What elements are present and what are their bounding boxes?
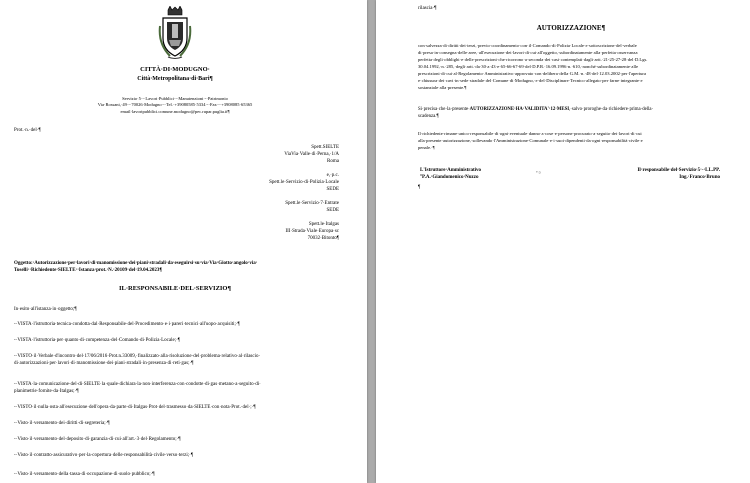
recipient-line: ViaVia·Valle·di·Perna,·1/A [284,152,339,157]
email-line: email·lavoripubblici.comune.modugno@pec.rupar.puglia.it¶ [120,109,230,114]
signature-left-name: °P.A.·Giandomenico·Nuzzo [420,175,479,180]
body-paragraph: In·esito·all'istanza·in·oggetto;¶ [14,307,77,312]
end-paragraph-mark: ¶ [418,185,421,190]
recipient-line: Spett.SIELTE [311,145,339,150]
rilascia-text: rilascia·¶ [418,6,437,11]
body-paragraph: -·Visto·il·versamento·del·deposito·di·garanzia·di·cui·all'art.·3·del·Regolamento;·¶ [14,437,181,442]
signature-right-title: Il·responsabile·del·Servizio·5·-·LL.PP. [637,168,720,173]
document-page-right [376,0,750,483]
paragraph-line: e·chiusura·dei·cavi·in·sede·stradale·del·Comune·di·Modugno,·e·del·Disciplinare·Tecnico·allegato·per·farne·integrante·e [418,78,643,83]
recipient-line: SEDE [326,208,339,213]
subject-line-2: Toselli··Richiedente·SIELTE··Istanza·prot.·N.·20109·del·19.04.2023¶ [14,268,163,273]
paragraph-line: sostanziale·alla·presente.¶ [418,85,467,90]
paragraph-line: prescrizioni·di·cui·al·Regolamento·Amministrativo·approvato·con·delibera·della·G.M.·n.·48·del·12.03.2002·per·l'apertura [418,71,647,76]
responsabile-heading: IL·RESPONSABILE·DEL·SERVIZIO¶ [118,285,231,292]
recipient-line: Roma [327,159,339,164]
validity-line-2: scadenza.¶ [418,114,439,119]
paragraph-line: alla·presente·autorizzazione,·sollevando·l'Amministrazione·Comunale·e·i·suoi·dipendenti·da·ogni·responsabilità·civile·e [418,138,643,143]
coat-of-arms-emblem [158,6,192,60]
paragraph-line: di·presa·in·consegna·delle·aree,·all'esecuzione·dei·lavori·di·cui·all'oggetto,·subordinatamente·alla·perfetta·osservanza [418,50,638,55]
body-paragraph: -·Visto·il·contratto·assicurativo·per·la·copertura·delle·responsabilità·civile·verso·terzi;·¶ [14,453,194,458]
document-page-left [0,0,367,483]
autorizzazione-heading: AUTORIZZAZIONE¶ [536,24,606,32]
department-line: Servizio·5·-·Lavori·Pubblici·-·Manutenzioni·-·Patrimonio [122,96,228,101]
metropolitan-city: Città·Metropolitana·di·Bari¶ [137,76,213,82]
body-paragraph: -·VISTA·l'istruttoria·per·quanto·di·competenza·del·Comando·di·Polizia·Locale;·¶ [14,338,181,343]
paragraph-line: Il·richiedente·rimane·unico·responsabile·di·ogni·eventuale·danno·a·cose·e·persone·procurato·a·seguito·dei·lavori·di·cui [418,131,642,136]
recipient-line: e,·p.c. [326,173,339,178]
recipient-line: Spett.le·Servizio·7·Entrate [285,201,339,206]
city-name: CITTÀ·DI·MODUGNO· [140,66,210,73]
body-paragraph: -·VISTA·l'istruttoria·tecnica·condotta·dal·Responsabile·del·Procedimento·e·i·pareri·tecnici·all'uopo·acquisiti;·¶ [14,322,240,327]
validity-suffix: ,·salvo·proroghe·da·richiedere·prima·della· [569,107,654,112]
signature-left-title: L'Istruttore·Amministrativo [420,168,482,173]
recipient-line: Spett.le·Servizio·di·Polizia·Locale [269,180,339,185]
address-line: Via·Rossani,·49·-·70026·Modugno·-·Tel.·+39080585·5334·-·Fax·-·+3908085·65365 [97,102,253,107]
recipient-line: III·Strada·Viale·Europa·sc [285,229,339,234]
paragraph-line: perfetta·degli·obblighi·e·delle·prescrizioni·che·ricorrono·a·seconda·dei·casi·contemplati·dagli·artt.·21-25-27-28·del·D.Lgs. [418,57,648,62]
recipient-line: Spett.le·Italgas [308,222,339,227]
recipient-line: SEDE [326,187,339,192]
paragraph-line: 30.04.1992,·n.·285,·degli·artt.·da·30·a·43·e·65-66-67-69·del·D.P.R.·16.09.1996·n.·610,·nonché·subordinatamente·alle [418,64,639,69]
recipient-line: 70032·Bitonto¶ [307,236,339,241]
body-paragraph: -·VISTO·il·Verbale·d'incontro·del·17/06/2016·Prot.n.33009,·finalizzato·alla·risoluzione·del·problema·relativo·al·rilascio· [14,354,261,359]
signature-spacer-mark: ° ¤ [536,170,541,175]
signature-right-name: Ing.·Franco·Bruno [679,175,720,180]
body-paragraph: -·VISTO·il·nulla·osta·all'esecuzione·dell'opera·da·parte·di·Italgas·Prot·del·trasmesso·da·SIELTE·con·nota·Prot.·del·;·¶ [14,405,256,410]
paragraph-line: penale.·¶ [418,145,435,150]
body-paragraph: -·Visto·il·versamento·dei·diritti·di·segreteria;·¶ [14,421,110,426]
body-paragraph: planimetrie·fornite·da·Italgas;·¶ [14,389,79,394]
protocol-number: Prot.·n.·del·¶ [14,128,41,133]
validity-prefix: Si·precisa·che·la·presente· [418,107,470,112]
validity-bold: AUTORIZZAZIONE·HA·VALIDITA'·12·MESI [469,107,570,112]
subject-line-1: Oggetto:·Autorizzazione·per·lavori·di·manomissione·dei·piani·stradali·da·eseguirsi·su·via·Via·Giotto·angolo·via· [14,261,258,266]
body-paragraph: -·VISTA·la·comunicazione·del·di·SIELTE·la·quale·dichiara·la·non·interferenza·con·condotte·di·gas·metano·a·seguito·di· [14,382,261,387]
validity-line [418,107,653,113]
body-paragraph: -·Visto·il·versamento·della·tassa·di·occupazione·di·suolo·pubblico;·¶ [14,472,155,477]
paragraph-line: con·salvezza·di·diritti·dei·terzi,·previo·coordinamento·con·il·Comando·di·Polizia·Locale·e·sottoscrizione·del·verbale [418,43,637,48]
body-paragraph: di·autorizzazioni·per·lavori·di·manomissione·dei·piani·stradali·in·presenza·di·reti·gas;·¶ [14,361,194,366]
